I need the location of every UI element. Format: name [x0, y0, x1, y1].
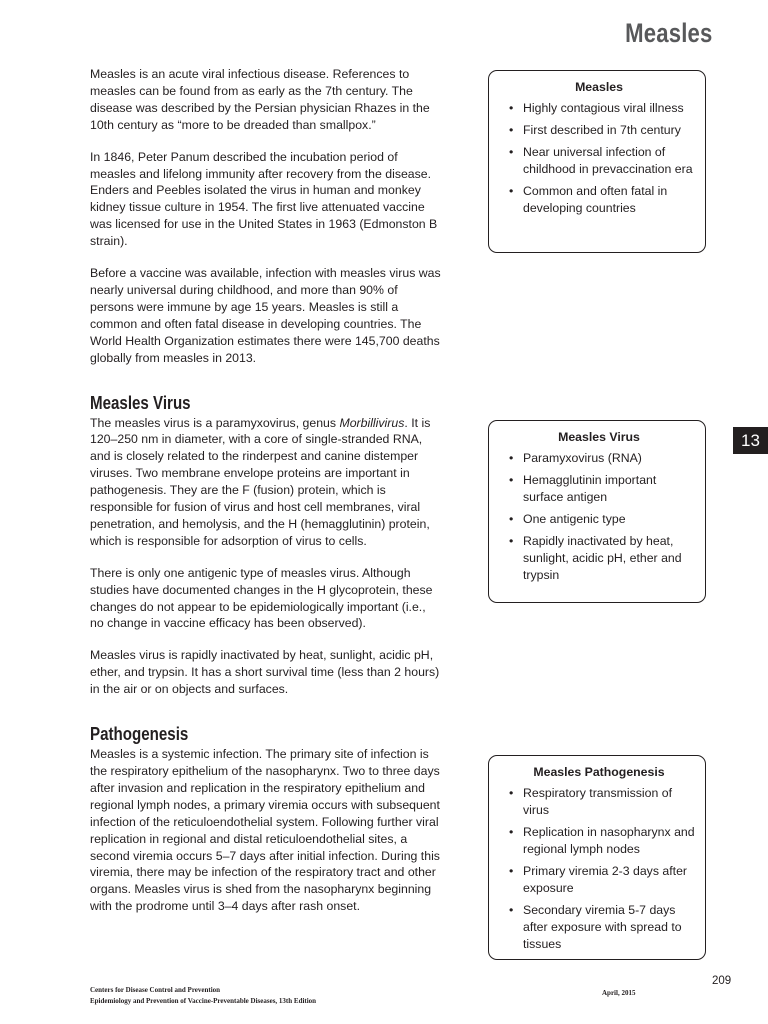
intro-paragraph-3: Before a vaccine was available, infection with measles virus was nearly universal during childhood, and more than 90% of persons were immune by age 15 years. Measles is still a common and often fatal disease in developing countries. The World Health Organization estimates there were 145,700 deaths globally from measles in 2013. — [90, 266, 441, 365]
list-item: • Near universal infection of childhood in prevaccination era — [503, 144, 695, 178]
list-item: • Paramyxovirus (RNA) — [503, 450, 695, 467]
sidebar-box-title: Measles — [575, 80, 623, 94]
virus-paragraph-3: Measles virus is rapidly inactivated by heat, sunlight, acidic pH, ether, and trypsin. It has a short survival time (less than 2 hours) in the air or on objects and surfaces. — [90, 648, 440, 697]
chapter-title: Measles — [624, 18, 712, 48]
list-item: • Rapidly inactivated by heat, sunlight, acidic pH, ether and trypsin — [503, 533, 695, 584]
main-column — [90, 66, 442, 915]
section-heading-measles-virus: Measles Virus — [90, 392, 191, 413]
list-item: • One antigenic type — [503, 511, 695, 528]
intro-paragraph-2: In 1846, Peter Panum described the incubation period of measles and lifelong immunity after recovery from the disease. Enders and Peebles isolated the virus in human and monkey kidney tissue culture in 1954. The first live attenuated vaccine was licensed for use in the United States in 1963 (Edmonston B strain). — [90, 149, 438, 249]
intro-paragraph-1: Measles is an acute viral infectious disease. References to measles can be found from as early as the 7th century. The disease was described by the Persian physician Rhazes in the 10th century as “more to be dreaded than smallpox.” — [90, 67, 430, 132]
footer-line-2: Epidemiology and Prevention of Vaccine-Preventable Diseases, 13th Edition — [90, 997, 317, 1005]
sidebar-box-list — [503, 100, 695, 217]
sidebar-box-list — [503, 450, 695, 584]
pathogenesis-paragraph-1: Measles is a systemic infection. The primary site of infection is the respiratory epithelium of the nasopharynx. Two to three days after invasion and replication in the respiratory epithelium and regional lymph nodes, a primary viremia occurs with subsequent infection of the reticuloendothelial system. Following further viral replication in regional and distal reticuloendothelial sites, a second viremia occurs 5–7 days after initial infection. During this viremia, there may be infection of the respiratory tract and other organs. Measles virus is shed from the nasopharynx beginning with the prodrome until 3–4 days after rash onset. — [90, 747, 440, 914]
footer-line-1: Centers for Disease Control and Prevention — [90, 986, 221, 994]
list-item: • Secondary viremia 5-7 days after exposure with spread to tissues — [503, 902, 695, 953]
virus-paragraph-2: There is only one antigenic type of measles virus. Although studies have documented changes in the H glycoprotein, these changes do not appear to be epidemiologically important (i.e., no change in vaccine efficacy has been observed). — [90, 565, 433, 631]
list-item: • Replication in nasopharynx and regional lymph nodes — [503, 824, 695, 858]
footer-source — [90, 985, 316, 1007]
list-item: • Common and often fatal in developing countries — [503, 183, 695, 217]
list-item: • First described in 7th century — [503, 122, 695, 139]
sidebar-box-title: Measles Virus — [558, 430, 640, 444]
footer-date: April, 2015 — [602, 989, 636, 997]
virus-paragraph-1-text-b: . It is 120–250 nm in diameter, with a core of single-stranded RNA, and is closely related to the rinderpest and canine distemper viruses. Two membrane envelope proteins are important in pathogenesis. They are the F (fusion) protein, which is responsible for fusion of virus and host cell membranes, viral penetration, and hemolysis, and the H (hemagglutinin) protein, which is responsible for adsorption of virus to cells. — [90, 415, 431, 548]
sidebar-box-list — [503, 785, 695, 953]
sidebar-box-measles-pathogenesis — [488, 755, 706, 960]
chapter-tab: 13 — [733, 427, 768, 454]
page-number: 209 — [712, 975, 732, 987]
list-item: • Highly contagious viral illness — [503, 100, 695, 117]
list-item: • Primary viremia 2-3 days after exposure — [503, 863, 695, 897]
list-item: • Hemagglutinin important surface antigen — [503, 472, 695, 506]
virus-paragraph-1 — [90, 415, 442, 550]
list-item: • Respiratory transmission of virus — [503, 785, 695, 819]
sidebar-box-measles — [488, 70, 706, 253]
virus-paragraph-1-text-a: The measles virus is a paramyxovirus, genus — [90, 415, 340, 430]
genus-name: Morbillivirus — [339, 415, 405, 430]
sidebar-box-measles-virus — [488, 420, 706, 603]
sidebar-box-title: Measles Pathogenesis — [533, 765, 665, 779]
section-heading-pathogenesis: Pathogenesis — [90, 724, 189, 745]
